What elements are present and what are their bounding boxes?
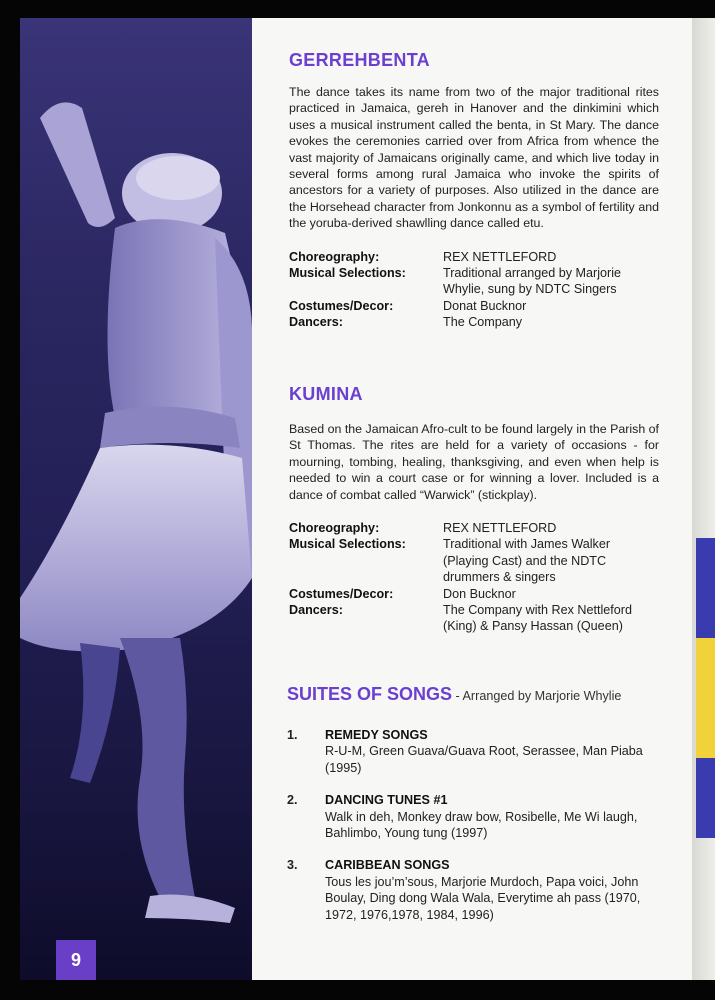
credit-label: Musical Selections: xyxy=(289,537,406,552)
section-title: KUMINA xyxy=(289,384,363,404)
song-number: 3. xyxy=(287,858,298,873)
section-description: The dance takes its name from two of the major traditional rites practiced in Jamaica, gereh in Hanover and the dinkimini which uses a musical instrument called the benta, in St Mary. The dance evokes the ceremonies carried over from Africa from whence the vast majority of Jamaicans originally came, and which live today in several forms among rural Jamaica who invoke the spirits of ancestors for a variety of purposes. Also utilized in the dance are the Horsehead character from Jonkonnu as a symbol of fertility and the yoruba-derived shawlling dance called etu. xyxy=(289,85,659,231)
credit-row xyxy=(289,265,659,298)
credit-row xyxy=(289,249,659,265)
song-title: DANCING TUNES #1 xyxy=(325,793,448,808)
next-page-yellow-strip xyxy=(696,638,715,758)
song-number: 2. xyxy=(287,793,298,808)
section-suites-of-songs xyxy=(287,684,662,923)
section-description: Based on the Jamaican Afro-cult to be found largely in the Parish of St Thomas. The rites are held for a variety of occasions - for mourning, tombing, healing, thanksgiving, and even when help is needed to win a court case or for winning a lover. Included is a dance of combat called “Warwick” (stickplay). xyxy=(289,422,659,502)
song-list: R-U-M, Green Guava/Guava Root, Serassee, Man Piaba (1995) xyxy=(325,744,643,775)
credit-value: Traditional with James Walker (Playing Cast) and the NDTC drummers & singers xyxy=(443,537,611,585)
credit-value: REX NETTLEFORD xyxy=(443,521,557,536)
section-kumina xyxy=(289,384,659,635)
suites-title: SUITES OF SONGS xyxy=(287,684,453,704)
credit-value: The Company with Rex Nettleford (King) & Pansy Hassan (Queen) xyxy=(443,603,632,634)
credit-label: Choreography: xyxy=(289,521,380,536)
dancer-silhouette xyxy=(20,18,252,980)
page-number: 9 xyxy=(56,940,96,980)
credit-label: Dancers: xyxy=(289,315,343,330)
credit-row xyxy=(289,586,659,602)
program-page xyxy=(252,18,692,980)
credit-value: REX NETTLEFORD xyxy=(443,249,557,264)
suites-heading xyxy=(287,684,662,705)
credit-label: Musical Selections: xyxy=(289,266,406,281)
credit-value: Traditional arranged by Marjorie Whylie, sung by NDTC Singers xyxy=(443,266,622,297)
list-item xyxy=(287,792,662,841)
credit-label: Costumes/Decor: xyxy=(289,586,394,601)
suites-subtitle: - Arranged by Marjorie Whylie xyxy=(452,689,622,703)
credit-value: Donat Bucknor xyxy=(443,298,527,313)
credit-label: Choreography: xyxy=(289,249,380,264)
dancer-photo xyxy=(20,18,252,980)
song-list: Tous les jou’m’sous, Marjorie Murdoch, Papa voici, John Boulay, Ding dong Wala Wala, Everytime ah pass (1970, 1972, 1976,1978, 1984, 1996) xyxy=(325,874,641,922)
section-gerrehbenta xyxy=(289,50,659,331)
list-item xyxy=(287,857,662,923)
list-item xyxy=(287,727,662,776)
credit-row xyxy=(289,536,659,585)
credits-list xyxy=(289,249,659,331)
next-page-edge xyxy=(692,18,715,980)
credit-label: Costumes/Decor: xyxy=(289,298,394,313)
credit-row xyxy=(289,298,659,314)
song-title: CARIBBEAN SONGS xyxy=(325,858,450,873)
credit-label: Dancers: xyxy=(289,603,343,618)
credit-row xyxy=(289,602,659,635)
song-list: Walk in deh, Monkey draw bow, Rosibelle, Me Wi laugh, Bahlimbo, Young tung (1997) xyxy=(325,809,638,841)
credit-row xyxy=(289,314,659,330)
credits-list xyxy=(289,520,659,635)
credit-row xyxy=(289,520,659,536)
section-title: GERREHBENTA xyxy=(289,50,430,70)
credit-value: Don Bucknor xyxy=(443,586,516,601)
song-number: 1. xyxy=(287,728,298,742)
credit-value: The Company xyxy=(443,315,523,330)
song-title: REMEDY SONGS xyxy=(325,728,428,742)
